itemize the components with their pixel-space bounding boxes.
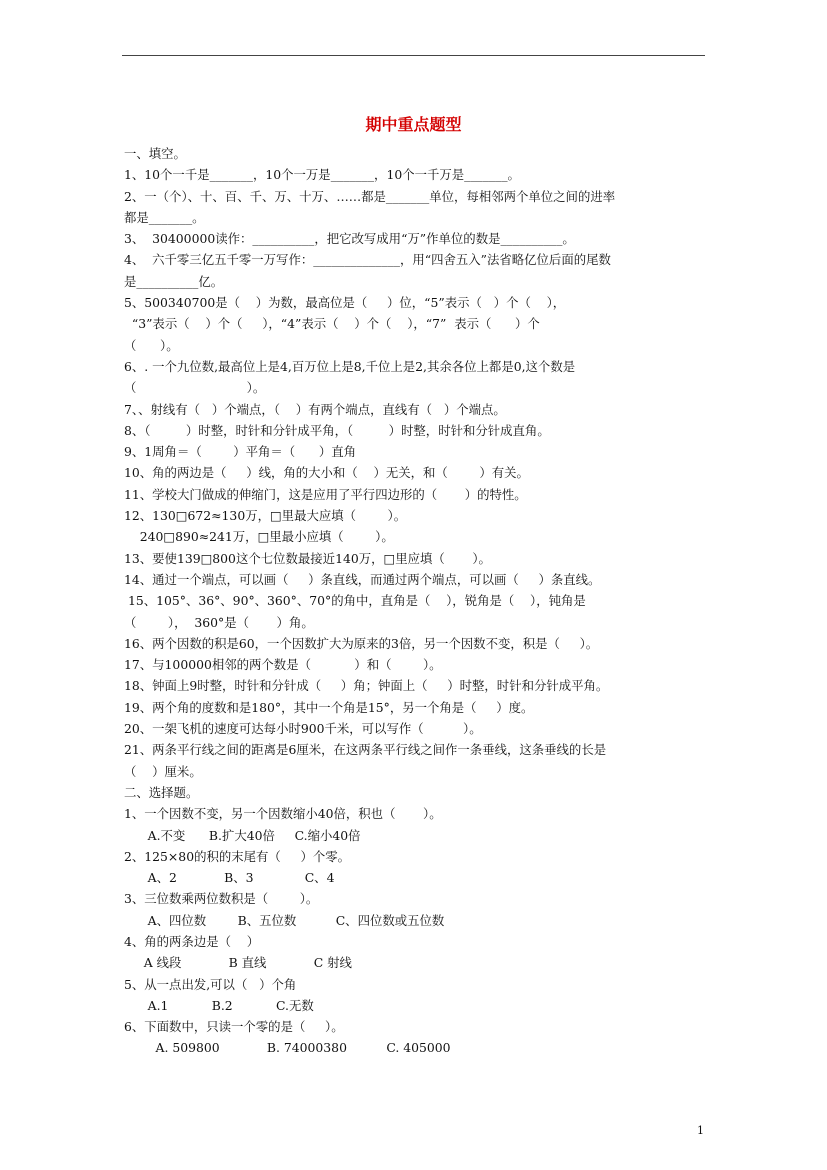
text-line: A. 509800 B. 74000380 C. 405000 <box>124 1040 451 1056</box>
text-line: 6、. 一个九位数,最高位上是4,百万位上是8,千位上是2,其余各位上都是0,这个数是 <box>124 358 576 374</box>
text-line: 2、一（个）、十、百、千、万、十万、……都是_______单位，每相邻两个单位之间的进率 <box>124 188 616 204</box>
text-line: 18、钟面上9时整，时针和分针成（ ）角；钟面上（ ）时整，时针和分针成平角。 <box>124 678 609 694</box>
text-line: 9、1周角＝（ ）平角＝（ ）直角 <box>124 444 356 460</box>
text-line: 17、与100000相邻的两个数是（ ）和（ ）。 <box>124 657 442 673</box>
text-line: 1、一个因数不变，另一个因数缩小40倍，积也（ ）。 <box>124 806 442 822</box>
text-line: 14、通过一个端点，可以画（ ）条直线，而通过两个端点，可以画（ ）条直线。 <box>124 571 601 587</box>
text-line: 240□890≈241万，□里最小应填（ ）。 <box>124 529 394 545</box>
text-line: A 线段 B 直线 C 射线 <box>124 955 352 971</box>
text-line: 3、三位数乘两位数积是（ ）。 <box>124 891 319 907</box>
page-number: 1 <box>697 1124 704 1137</box>
text-line: （ ）厘米。 <box>124 763 202 779</box>
text-line: 16、两个因数的积是60，一个因数扩大为原来的3倍，另一个因数不变，积是（ ）。 <box>124 635 599 651</box>
text-line: （ ）。 <box>124 380 266 396</box>
document-body <box>124 143 714 1059</box>
text-line: 二、选择题。 <box>124 784 199 800</box>
text-line: A.不变 B.扩大40倍 C.缩小40倍 <box>124 827 361 843</box>
text-line: A、四位数 B、五位数 C、四位数或五位数 <box>124 912 445 928</box>
text-line: 6、下面数中，只读一个零的是（ ）。 <box>124 1019 344 1035</box>
text-line: 4、角的两条边是（ ） <box>124 933 260 949</box>
text-line: A、2 B、3 C、4 <box>124 870 335 886</box>
text-line: 12、130□672≈130万，□里最大应填（ ）。 <box>124 508 407 524</box>
text-line: 15、105°、36°、90°、360°、70°的角中，直角是（ ），锐角是（ ），钝角是 <box>124 593 586 609</box>
text-line: 5、500340700是（ ）为数，最高位是（ ）位，“5”表示（ ）个（ ）， <box>124 295 566 311</box>
text-line: 19、两个角的度数和是180°，其中一个角是15°，另一个角是（ ）度。 <box>124 699 534 715</box>
text-line: 2、125×80的积的末尾有（ ）个零。 <box>124 848 351 864</box>
text-line: 11、学校大门做成的伸缩门，这是应用了平行四边形的（ ）的特性。 <box>124 486 527 502</box>
text-line: 是__________亿。 <box>124 273 224 289</box>
text-line: 1、10个一千是_______，10个一万是_______，10个一千万是_______。 <box>124 167 520 183</box>
text-line: “3”表示（ ）个（ ），“4”表示（ ）个（ ），“7” 表示（ ）个 <box>124 316 540 332</box>
text-line: 5、从一点出发,可以（ ）个角 <box>124 976 297 992</box>
text-line: 3、 30400000读作：__________，把它改写成用“万”作单位的数是__________。 <box>124 231 575 247</box>
text-line: 13、要使139□800这个七位数最接近140万，□里应填（ ）。 <box>124 550 491 566</box>
text-line: 一、填空。 <box>124 146 186 161</box>
text-line: 20、一架飞机的速度可达每小时900千米，可以写作（ ）。 <box>124 721 482 737</box>
text-line: A.1 B.2 C.无数 <box>124 997 314 1013</box>
text-line: 21、两条平行线之间的距离是6厘米，在这两条平行线之间作一条垂线，这条垂线的长是 <box>124 742 607 758</box>
page-title: 期中重点题型 <box>365 115 462 134</box>
text-line: 10、角的两边是（ ）线，角的大小和（ ）无关，和（ ）有关。 <box>124 465 529 481</box>
text-line: 7、、射线有（ ）个端点，（ ）有两个端点，直线有（ ）个端点。 <box>124 401 506 417</box>
header-rule <box>122 55 705 56</box>
text-line: 4、 六千零三亿五千零一万写作：______________，用“四舍五入”法省略亿位后面的尾数 <box>124 252 611 268</box>
text-line: 8、（ ）时整，时针和分针成平角，（ ）时整，时针和分针成直角。 <box>124 422 550 438</box>
text-line: （ ）。 <box>124 337 179 353</box>
text-line: 都是_______。 <box>124 209 205 225</box>
text-line: （ ）， 360°是（ ）角。 <box>124 614 314 630</box>
